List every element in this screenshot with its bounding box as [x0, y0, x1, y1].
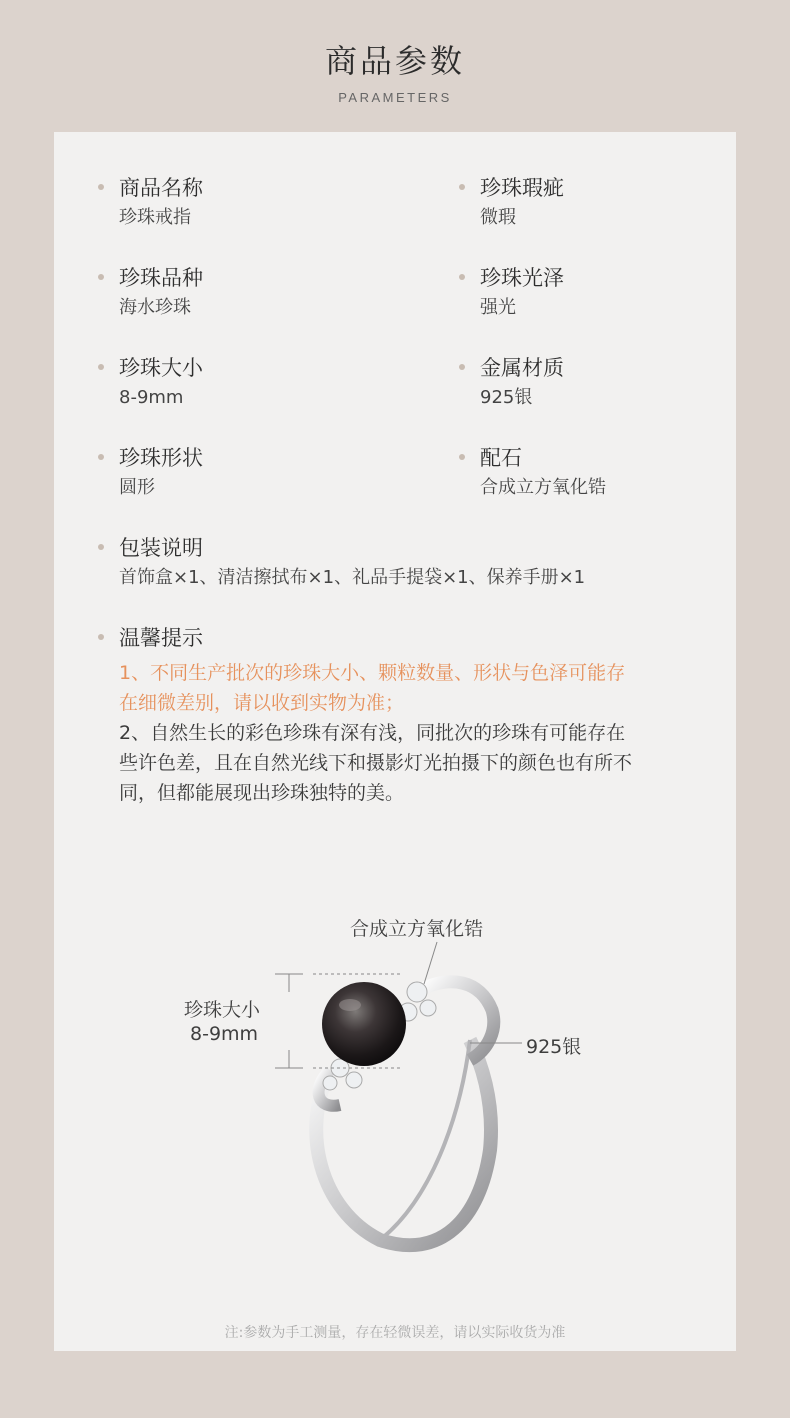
tip-line: 同，但都能展现出珍珠独特的美。	[119, 782, 405, 804]
param-value: 强光	[480, 297, 516, 318]
tip-line: 在细微差别，请以收到实物为准；	[119, 692, 405, 714]
param-value: 8-9mm	[119, 387, 184, 408]
param-value: 首饰盒×1、清洁擦拭布×1、礼品手提袋×1、保养手册×1	[119, 567, 586, 588]
param-metal	[480, 355, 564, 411]
bullet-dot	[98, 184, 104, 190]
param-value: 圆形	[119, 477, 155, 498]
param-pearl-shape	[119, 445, 203, 501]
bullet-dot	[98, 274, 104, 280]
tip-line: 些许色差，且在自然光线下和摄影灯光拍摄下的颜色也有所不	[119, 752, 633, 774]
bullet-dot	[459, 274, 465, 280]
tip-line: 2、自然生长的彩色珍珠有深有浅，同批次的珍珠有可能存在	[119, 722, 626, 744]
param-stone	[480, 445, 606, 501]
param-label: 珍珠大小	[119, 356, 203, 380]
param-pearl-variety	[119, 265, 203, 321]
param-label: 包装说明	[119, 536, 203, 560]
param-label: 商品名称	[119, 176, 203, 200]
section-header	[0, 36, 790, 105]
size-callout-value: 8-9mm	[190, 1023, 259, 1045]
param-label: 温馨提示	[119, 626, 203, 650]
param-value: 合成立方氧化锆	[480, 477, 606, 498]
stone-callout-label: 合成立方氧化锆	[350, 918, 484, 940]
param-tips	[119, 625, 203, 651]
param-pearl-flaw	[480, 175, 564, 231]
bullet-dot	[98, 364, 104, 370]
page-subtitle: PARAMETERS	[338, 90, 452, 105]
param-label: 珍珠品种	[119, 266, 203, 290]
param-package	[119, 535, 585, 591]
param-pearl-size	[119, 355, 203, 411]
size-callout-label: 珍珠大小	[184, 999, 261, 1021]
param-label: 金属材质	[480, 356, 564, 380]
param-label: 珍珠瑕疵	[480, 176, 564, 200]
param-pearl-luster	[480, 265, 564, 321]
page-title: 商品参数	[324, 42, 465, 80]
bullet-dot	[459, 364, 465, 370]
bullet-dot	[459, 454, 465, 460]
bullet-dot	[98, 544, 104, 550]
bullet-dot	[98, 634, 104, 640]
metal-callout-label: 925银	[526, 1036, 582, 1058]
param-label: 珍珠光泽	[480, 266, 564, 290]
param-value: 珍珠戒指	[119, 207, 191, 228]
param-product-name	[119, 175, 203, 231]
tip-line: 1、不同生产批次的珍珠大小、颗粒数量、形状与色泽可能存	[119, 662, 626, 684]
param-label: 配石	[480, 446, 522, 470]
footnote: 注:参数为手工测量，存在轻微误差，请以实际收货为准	[224, 1325, 566, 1341]
param-value: 微瑕	[480, 207, 516, 228]
tips-notes	[119, 658, 679, 808]
param-label: 珍珠形状	[119, 446, 203, 470]
bullet-dot	[459, 184, 465, 190]
param-value: 925银	[480, 387, 533, 408]
bullet-dot	[98, 454, 104, 460]
param-value: 海水珍珠	[119, 297, 191, 318]
